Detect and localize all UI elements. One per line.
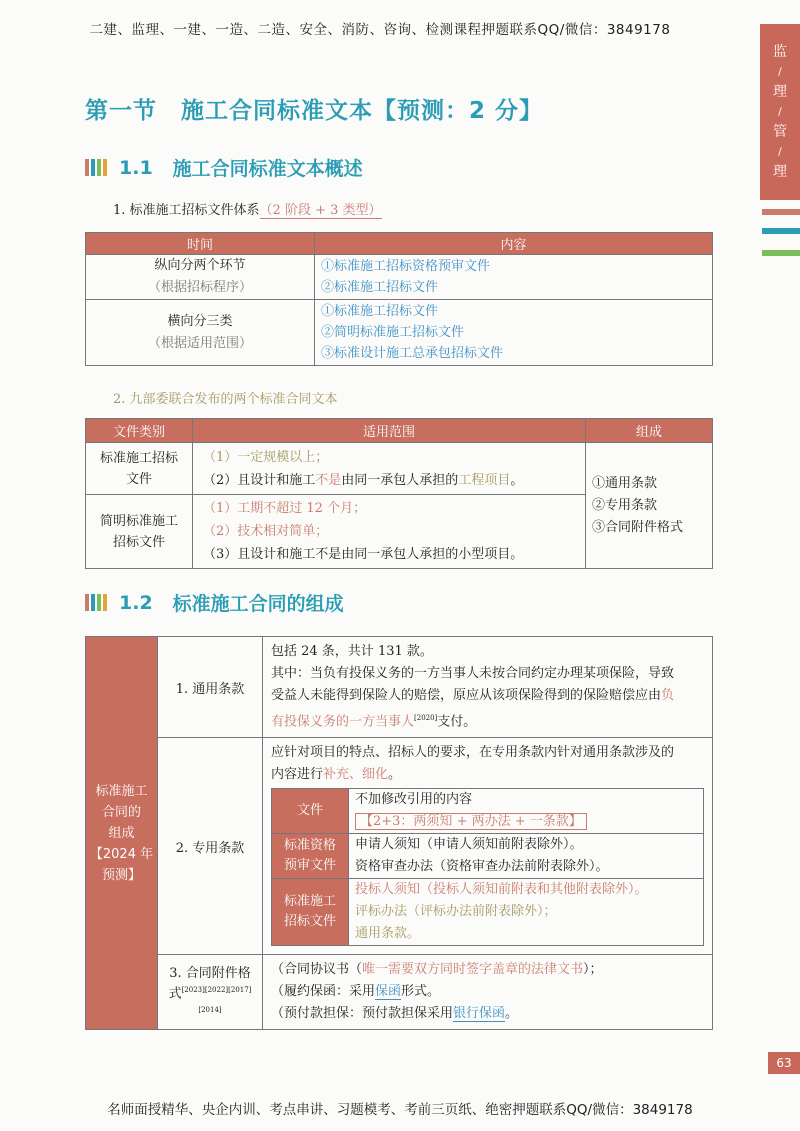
page-number: 63: [768, 1052, 800, 1074]
table-row: 3. 合同附件格 式[2023][2022][2017] [2014] （合同协议书（唯一需要双方同时签字盖章的法律文书）； （履约保函：采用保函形式。 （预付款担保：预付款担保采用银行保函。: [86, 955, 713, 1030]
table-row: 标准施工 合同的 组成 【2024 年 预测】 1. 通用条款 包括 24 条，共计 131 款。 其中：当负有投保义务的一方当事人未按合同约定办理某项保险，导致 受益人未能得到保险人的赔偿，原应从该项保险得到的保险赔偿应由负 有投保义务的一方当事人[2020]支付。: [86, 637, 713, 738]
side-color-bar: [762, 228, 800, 234]
item-label: 2. 九部委联合发布的两个标准合同文本: [113, 392, 338, 407]
special-clauses-subtable: [271, 788, 704, 946]
side-chapter-tab: 监 / 理 / 管 / 理: [760, 24, 800, 200]
header-banner: 二建、监理、一建、一造、二造、安全、消防、咨询、检测课程押题联系QQ/微信：3849178: [89, 22, 671, 38]
composition-lead-cell: 标准施工 合同的 组成 【2024 年 预测】: [86, 637, 158, 1030]
heading-bars-icon: [85, 594, 109, 611]
column-header: 内容: [315, 233, 713, 255]
bidding-system-table: [85, 232, 713, 366]
subsection-number: 1.2: [119, 591, 153, 614]
subsection-heading: [85, 154, 363, 181]
table-row: 纵向分两个环节 （根据招标程序） ①标准施工招标资格预审文件 ②标准施工招标文件: [86, 255, 713, 300]
subsection-title: 施工合同标准文本概述: [172, 158, 363, 180]
side-tab-char: 理: [773, 84, 787, 100]
column-header: 时间: [86, 233, 315, 255]
footer-banner: 名师面授精华、央企内训、考点串讲、习题模考、考前三页纸、绝密押题联系QQ/微信：3849178: [107, 1102, 693, 1118]
contract-composition-table: [85, 636, 713, 1030]
subsection-title: 标准施工合同的组成: [172, 593, 344, 615]
side-color-bar: [762, 250, 800, 256]
side-tab-char: 监: [773, 44, 787, 60]
column-header: 文件类别: [86, 419, 193, 443]
item-note: （2 阶段 + 3 类型）: [259, 203, 382, 218]
table-row: 标准资格 预审文件 申请人须知（申请人须知前附表除外）。 资格审查办法（资格审查办法前附表除外）。: [272, 834, 704, 879]
table-row: 标准施工招标 文件 （1）一定规模以上； （2）且设计和施工不是由同一承包人承担的工程项目。 ①通用条款 ②专用条款 ③合同附件格式: [86, 443, 713, 495]
special-clauses-label: 2. 专用条款: [158, 738, 263, 955]
column-header: 适用范围: [193, 419, 586, 443]
heading-bars-icon: [85, 159, 109, 176]
table-row: 简明标准施工 招标文件 （1）工期不超过 12 个月； （2）技术相对简单； （3）且设计和施工不是由同一承包人承担的小型项目。: [86, 495, 713, 569]
table-row: 横向分三类 （根据适用范围） ①标准施工招标文件 ②简明标准施工招标文件 ③标准设计施工总承包招标文件: [86, 300, 713, 366]
item-label: 1. 标准施工招标文件体系（2 阶段 + 3 类型）: [113, 203, 382, 218]
column-header: 组成: [586, 419, 713, 443]
standard-contract-table: [85, 418, 713, 569]
table-row: 标准施工 招标文件 投标人须知（投标人须知前附表和其他附表除外）。 评标办法（评标办法前附表除外）； 通用条款。: [272, 879, 704, 946]
general-clauses-label: 1. 通用条款: [158, 637, 263, 738]
side-tab-char: 管: [773, 124, 787, 140]
composition-cell: ①通用条款 ②专用条款 ③合同附件格式: [586, 443, 713, 569]
appendix-label: 3. 合同附件格 式[2023][2022][2017] [2014]: [158, 955, 263, 1030]
side-color-bar: [762, 209, 800, 215]
subsection-heading: [85, 589, 344, 616]
section-title: 第一节 施工合同标准文本【预测：2 分】: [85, 98, 544, 124]
side-tab-char: 理: [773, 164, 787, 180]
table-row: 文件 不加修改引用的内容【2+3：两须知 + 两办法 + 一条款】: [272, 789, 704, 834]
table-row: 2. 专用条款 应针对项目的特点、招标人的要求，在专用条款内针对通用条款涉及的 内容进行补充、细化。 文件 不加修改引用的内容【2+3：两须知 + 两办法 + 一条款】 标准资格 预审文件 申请人须知（申请人须知前附表除外）。 资格审查办法（资格审查办法前附表除外）。 标准施工 招标文件 投标人须知（投标人须知前附表和其他附表除外）。 评标办法（评标办法前附表除外）； 通用条款。: [86, 738, 713, 955]
formula-box: 【2+3：两须知 + 两办法 + 一条款】: [355, 813, 587, 830]
subsection-number: 1.1: [119, 156, 153, 179]
